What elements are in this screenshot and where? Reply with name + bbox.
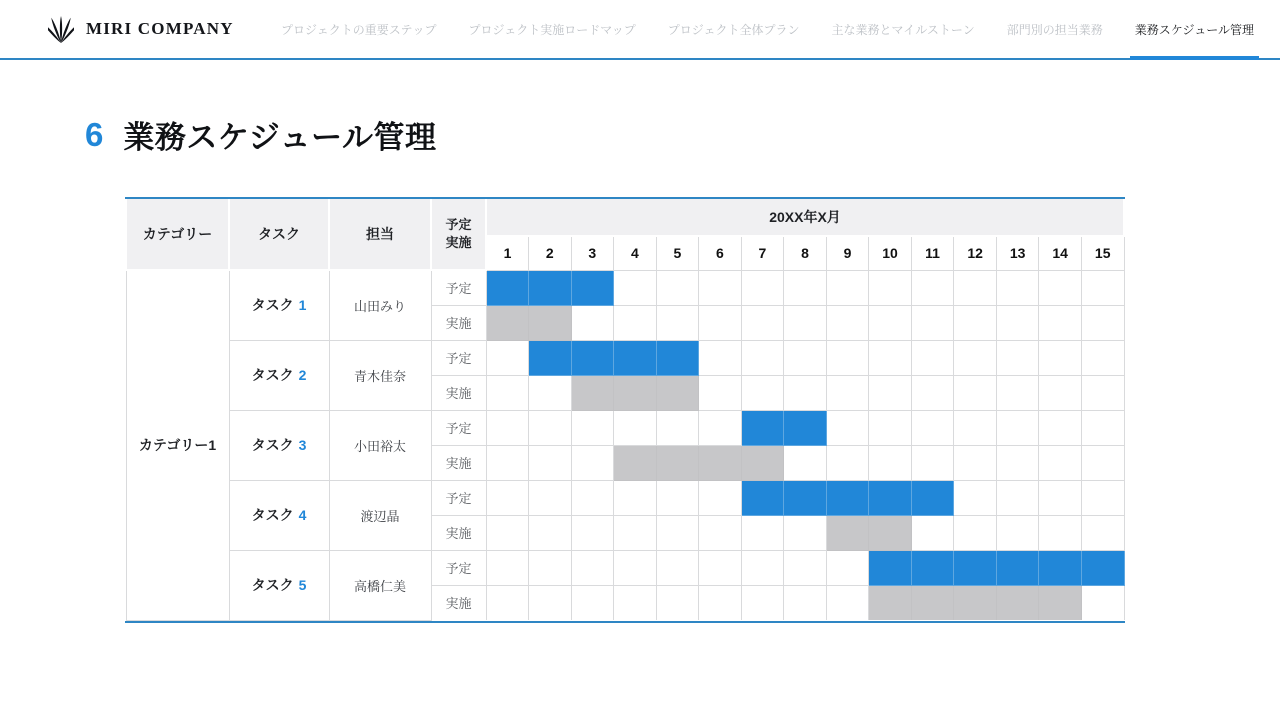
gantt-cell xyxy=(1081,585,1124,620)
gantt-cell xyxy=(869,270,912,305)
gantt-cell xyxy=(699,305,742,340)
day-header-9: 9 xyxy=(826,236,869,270)
nav-item-4[interactable]: 主な業務とマイルストーン xyxy=(831,22,975,37)
day-header-14: 14 xyxy=(1039,236,1082,270)
actual-bar-cell xyxy=(529,305,572,340)
gantt-cell xyxy=(614,305,657,340)
type-header-planned: 予定 xyxy=(445,217,472,233)
gantt-cell xyxy=(954,515,997,550)
planned-row-label: 予定 xyxy=(431,410,486,445)
gantt-cell xyxy=(996,445,1039,480)
gantt-cell xyxy=(486,375,529,410)
actual-bar-cell xyxy=(1039,585,1082,620)
gantt-cell xyxy=(784,550,827,585)
day-header-4: 4 xyxy=(614,236,657,270)
task-4-planned-row xyxy=(126,480,1124,515)
gantt-cell xyxy=(656,480,699,515)
gantt-cell xyxy=(1039,515,1082,550)
gantt-cell xyxy=(1039,410,1082,445)
gantt-cell xyxy=(571,515,614,550)
gantt-cell xyxy=(699,375,742,410)
gantt-cell xyxy=(656,550,699,585)
day-header-10: 10 xyxy=(869,236,912,270)
gantt-cell xyxy=(784,340,827,375)
assignee-cell: 山田みり xyxy=(329,270,431,340)
column-header-assignee: 担当 xyxy=(329,199,431,270)
actual-bar-cell xyxy=(869,585,912,620)
planned-bar-cell xyxy=(996,550,1039,585)
task-3-planned-row xyxy=(126,410,1124,445)
gantt-cell xyxy=(529,515,572,550)
gantt-cell xyxy=(911,410,954,445)
gantt-cell xyxy=(996,305,1039,340)
actual-bar-cell xyxy=(826,515,869,550)
gantt-cell xyxy=(784,305,827,340)
gantt-cell xyxy=(529,550,572,585)
gantt-cell xyxy=(1039,270,1082,305)
gantt-cell xyxy=(954,270,997,305)
actual-bar-cell xyxy=(741,445,784,480)
gantt-cell xyxy=(784,515,827,550)
actual-row-label: 実施 xyxy=(431,375,486,410)
task-label: タスク xyxy=(251,367,294,383)
top-nav-bar xyxy=(0,0,1280,60)
gantt-cell xyxy=(614,515,657,550)
day-header-5: 5 xyxy=(656,236,699,270)
gantt-cell xyxy=(911,340,954,375)
actual-bar-cell xyxy=(699,445,742,480)
gantt-cell xyxy=(741,305,784,340)
gantt-cell xyxy=(529,585,572,620)
planned-row-label: 予定 xyxy=(431,480,486,515)
planned-bar-cell xyxy=(529,270,572,305)
day-header-6: 6 xyxy=(699,236,742,270)
task-name-cell xyxy=(229,480,329,550)
gantt-cell xyxy=(486,480,529,515)
gantt-cell xyxy=(996,515,1039,550)
gantt-cell xyxy=(486,515,529,550)
planned-bar-cell xyxy=(614,340,657,375)
gantt-cell xyxy=(656,410,699,445)
gantt-cell xyxy=(699,585,742,620)
actual-row-label: 実施 xyxy=(431,515,486,550)
task-name-cell xyxy=(229,410,329,480)
gantt-cell xyxy=(741,340,784,375)
gantt-cell xyxy=(784,270,827,305)
assignee-cell: 渡辺晶 xyxy=(329,480,431,550)
column-header-type xyxy=(431,199,486,270)
gantt-cell xyxy=(911,305,954,340)
gantt-cell xyxy=(996,270,1039,305)
gantt-cell xyxy=(1081,305,1124,340)
gantt-cell xyxy=(741,515,784,550)
gantt-cell xyxy=(1081,410,1124,445)
planned-bar-cell xyxy=(784,410,827,445)
actual-bar-cell xyxy=(486,305,529,340)
day-header-12: 12 xyxy=(954,236,997,270)
gantt-cell xyxy=(614,550,657,585)
actual-bar-cell xyxy=(911,585,954,620)
task-number: 1 xyxy=(298,297,307,314)
task-5-planned-row xyxy=(126,550,1124,585)
gantt-cell xyxy=(954,375,997,410)
day-header-11: 11 xyxy=(911,236,954,270)
planned-row-label: 予定 xyxy=(431,270,486,305)
gantt-cell xyxy=(784,445,827,480)
gantt-cell xyxy=(996,480,1039,515)
gantt-cell xyxy=(571,445,614,480)
task-name-cell xyxy=(229,340,329,410)
gantt-cell xyxy=(529,375,572,410)
gantt-cell xyxy=(614,480,657,515)
planned-bar-cell xyxy=(571,340,614,375)
page-title: 業務スケジュール管理 xyxy=(123,120,437,155)
gantt-cell xyxy=(571,305,614,340)
gantt-cell xyxy=(1081,515,1124,550)
gantt-cell xyxy=(741,375,784,410)
column-header-task: タスク xyxy=(229,199,329,270)
gantt-cell xyxy=(826,410,869,445)
nav-item-1[interactable]: プロジェクトの重要ステップ xyxy=(280,22,437,37)
gantt-cell xyxy=(656,585,699,620)
gantt-cell xyxy=(741,585,784,620)
gantt-cell xyxy=(869,305,912,340)
gantt-cell xyxy=(1081,480,1124,515)
actual-bar-cell xyxy=(571,375,614,410)
gantt-cell xyxy=(614,270,657,305)
column-header-category: カテゴリー xyxy=(126,199,229,270)
gantt-cell xyxy=(699,340,742,375)
task-2-planned-row xyxy=(126,340,1124,375)
category-cell: カテゴリー1 xyxy=(126,270,229,620)
gantt-cell xyxy=(826,375,869,410)
actual-row-label: 実施 xyxy=(431,305,486,340)
assignee-cell: 高橋仁美 xyxy=(329,550,431,620)
day-header-7: 7 xyxy=(741,236,784,270)
task-number: 3 xyxy=(298,437,307,453)
gantt-cell xyxy=(571,480,614,515)
gantt-cell xyxy=(954,340,997,375)
gantt-cell xyxy=(529,480,572,515)
gantt-cell xyxy=(1081,445,1124,480)
day-header-15: 15 xyxy=(1081,236,1124,270)
nav-menu xyxy=(281,0,1254,58)
planned-bar-cell xyxy=(954,550,997,585)
gantt-cell xyxy=(486,550,529,585)
page-title-row xyxy=(85,112,1280,157)
day-header-2: 2 xyxy=(529,236,572,270)
gantt-table-wrapper xyxy=(125,197,1125,623)
planned-bar-cell xyxy=(784,480,827,515)
planned-bar-cell xyxy=(911,480,954,515)
gantt-cell xyxy=(996,340,1039,375)
gantt-cell xyxy=(954,410,997,445)
day-header-3: 3 xyxy=(571,236,614,270)
planned-bar-cell xyxy=(741,410,784,445)
gantt-cell xyxy=(1081,270,1124,305)
planned-bar-cell xyxy=(529,340,572,375)
task-name-cell xyxy=(229,550,329,620)
gantt-cell xyxy=(869,375,912,410)
task-label: タスク xyxy=(251,297,294,314)
planned-bar-cell xyxy=(869,550,912,585)
planned-bar-cell xyxy=(571,270,614,305)
gantt-cell xyxy=(529,445,572,480)
gantt-cell xyxy=(911,445,954,480)
actual-bar-cell xyxy=(954,585,997,620)
gantt-cell xyxy=(486,445,529,480)
gantt-cell xyxy=(1081,375,1124,410)
gantt-cell xyxy=(826,585,869,620)
planned-bar-cell xyxy=(1081,550,1124,585)
planned-bar-cell xyxy=(741,480,784,515)
logo-fan-icon xyxy=(48,14,74,44)
gantt-cell xyxy=(571,585,614,620)
actual-bar-cell xyxy=(996,585,1039,620)
gantt-cell xyxy=(784,375,827,410)
gantt-cell xyxy=(656,270,699,305)
gantt-cell xyxy=(826,305,869,340)
gantt-cell xyxy=(1039,445,1082,480)
gantt-cell xyxy=(869,340,912,375)
gantt-cell xyxy=(699,410,742,445)
gantt-cell xyxy=(699,270,742,305)
table-header-row xyxy=(126,199,1124,236)
slide-content xyxy=(0,112,1280,623)
gantt-cell xyxy=(996,410,1039,445)
nav-item-2[interactable]: プロジェクト実施ロードマップ xyxy=(468,22,636,37)
day-header-13: 13 xyxy=(996,236,1039,270)
gantt-cell xyxy=(826,340,869,375)
task-number: 2 xyxy=(298,367,307,383)
actual-bar-cell xyxy=(614,445,657,480)
task-name-cell xyxy=(229,270,329,340)
gantt-cell xyxy=(996,375,1039,410)
gantt-cell xyxy=(741,270,784,305)
gantt-cell xyxy=(911,515,954,550)
gantt-cell xyxy=(1081,340,1124,375)
gantt-cell xyxy=(954,305,997,340)
gantt-table xyxy=(125,199,1125,621)
gantt-cell xyxy=(486,585,529,620)
planned-bar-cell xyxy=(1039,550,1082,585)
planned-bar-cell xyxy=(826,480,869,515)
gantt-cell xyxy=(869,410,912,445)
task-label: タスク xyxy=(251,507,294,523)
gantt-cell xyxy=(911,270,954,305)
actual-row-label: 実施 xyxy=(431,445,486,480)
gantt-cell xyxy=(571,550,614,585)
actual-bar-cell xyxy=(869,515,912,550)
task-number: 4 xyxy=(298,507,307,523)
actual-bar-cell xyxy=(656,375,699,410)
gantt-cell xyxy=(741,550,784,585)
month-header: 20XX年X月 xyxy=(486,199,1124,236)
day-header-8: 8 xyxy=(784,236,827,270)
task-label: タスク xyxy=(251,437,294,453)
actual-row-label: 実施 xyxy=(431,585,486,620)
gantt-cell xyxy=(826,270,869,305)
gantt-cell xyxy=(486,340,529,375)
gantt-cell xyxy=(614,585,657,620)
type-header-actual: 実施 xyxy=(445,235,472,250)
gantt-cell xyxy=(784,585,827,620)
gantt-cell xyxy=(954,480,997,515)
gantt-cell xyxy=(1039,375,1082,410)
company-logo[interactable] xyxy=(48,0,234,58)
nav-item-5[interactable]: 部門別の担当業務 xyxy=(1006,22,1103,37)
gantt-cell xyxy=(699,550,742,585)
gantt-cell xyxy=(826,550,869,585)
gantt-cell xyxy=(869,445,912,480)
planned-row-label: 予定 xyxy=(431,340,486,375)
gantt-cell xyxy=(826,445,869,480)
assignee-cell: 小田裕太 xyxy=(329,410,431,480)
gantt-cell xyxy=(656,515,699,550)
planned-bar-cell xyxy=(911,550,954,585)
gantt-cell xyxy=(699,515,742,550)
task-label: タスク xyxy=(251,577,294,593)
gantt-cell xyxy=(699,480,742,515)
gantt-cell xyxy=(656,305,699,340)
day-header-1: 1 xyxy=(486,236,529,270)
actual-bar-cell xyxy=(614,375,657,410)
task-number: 5 xyxy=(298,577,307,593)
planned-bar-cell xyxy=(656,340,699,375)
planned-row-label: 予定 xyxy=(431,550,486,585)
gantt-cell xyxy=(614,410,657,445)
page-number: 6 xyxy=(85,115,104,153)
gantt-cell xyxy=(1039,340,1082,375)
planned-bar-cell xyxy=(869,480,912,515)
planned-bar-cell xyxy=(486,270,529,305)
assignee-cell: 青木佳奈 xyxy=(329,340,431,410)
task-1-planned-row xyxy=(126,270,1124,305)
gantt-cell xyxy=(571,410,614,445)
nav-item-3[interactable]: プロジェクト全体プラン xyxy=(667,22,800,37)
logo-text: MIRI COMPANY xyxy=(86,19,234,38)
gantt-cell xyxy=(529,410,572,445)
gantt-cell xyxy=(486,410,529,445)
gantt-cell xyxy=(1039,480,1082,515)
nav-item-6[interactable]: 業務スケジュール管理 xyxy=(1135,0,1254,58)
gantt-cell xyxy=(911,375,954,410)
gantt-cell xyxy=(1039,305,1082,340)
actual-bar-cell xyxy=(656,445,699,480)
gantt-cell xyxy=(954,445,997,480)
